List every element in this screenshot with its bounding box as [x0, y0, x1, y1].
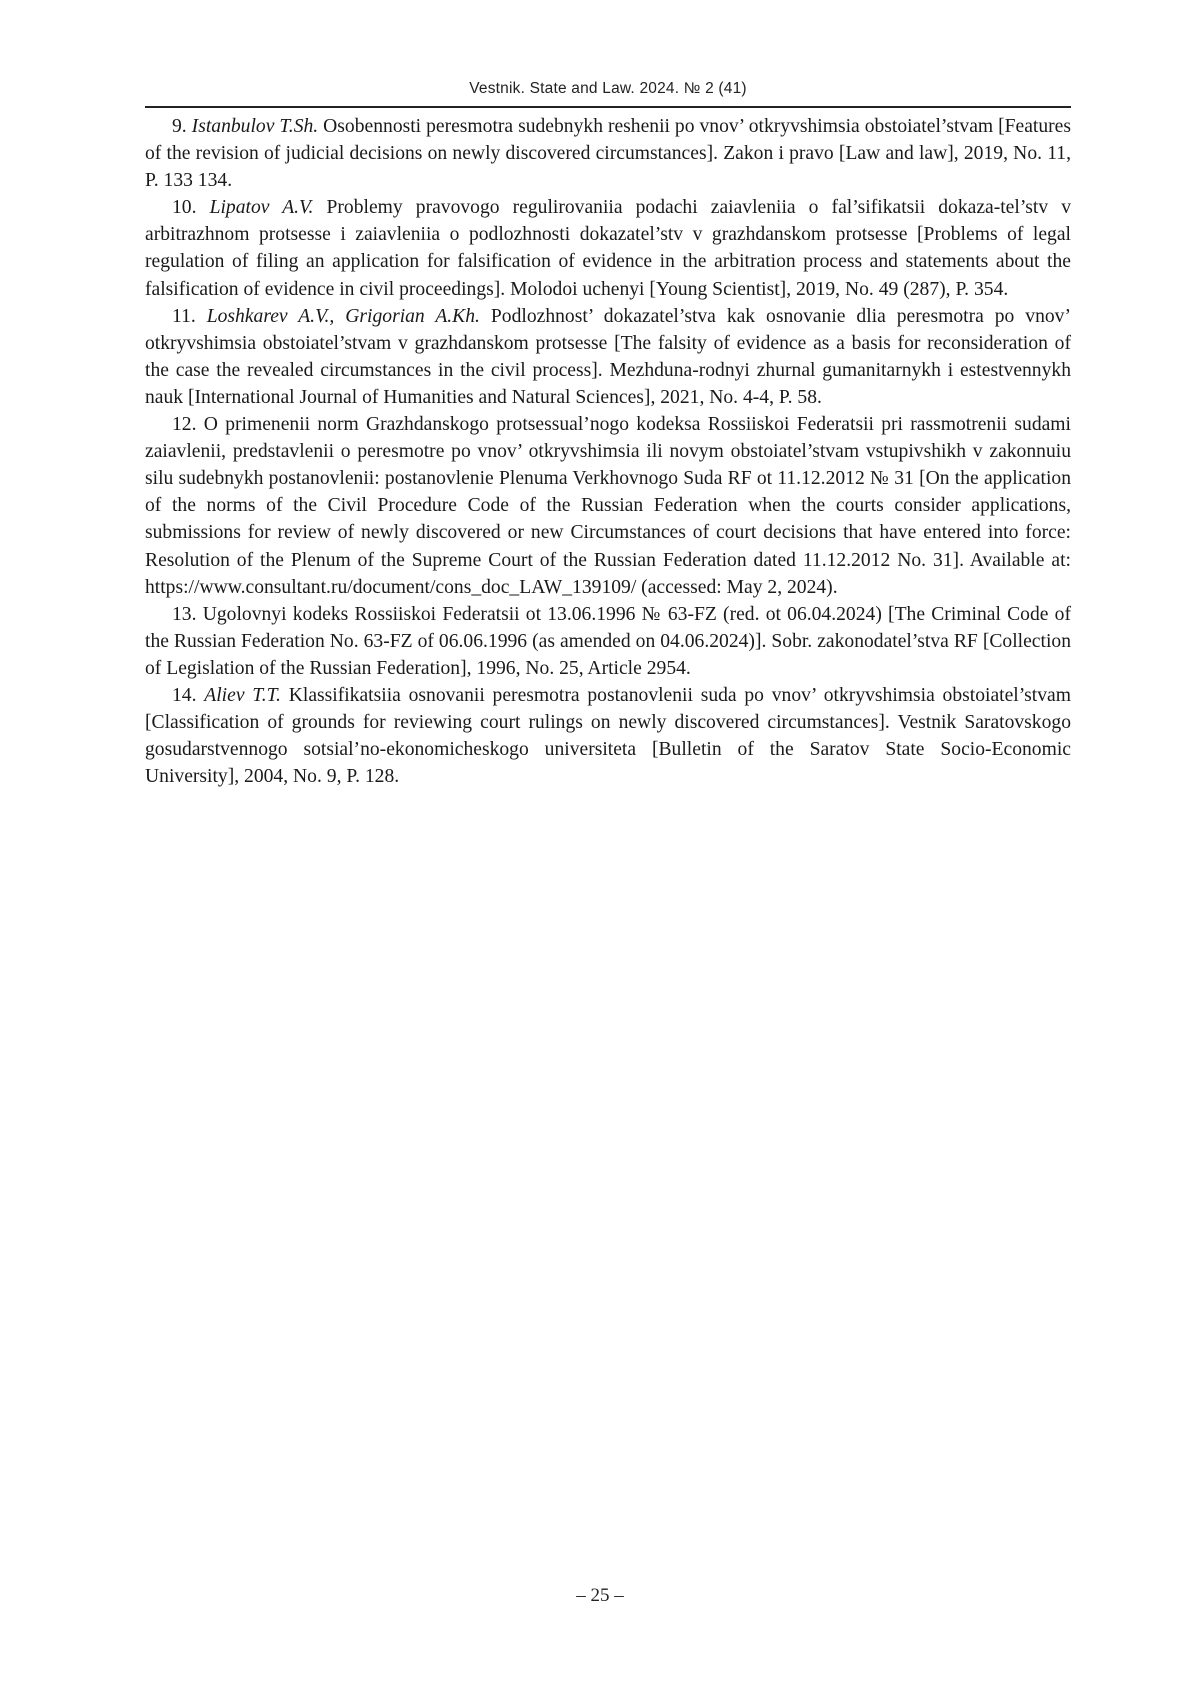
reference-text: Podlozhnost’ dokazatel’stva kak osnovanie dlia peresmotra po vnov’ otkryvshimsia obstoiatel’stvam v grazhdanskom protsesse [The falsity of evidence as a basis for reconsideration of the case the revealed circumstances in the civil process]. Mezhduna-rodnyi zhurnal gumanitarnykh i estestvennykh nauk [International Journal of Humanities and Natural Sciences], 2021, No. 4-4, P. 58.	[145, 306, 1071, 408]
reference-number: 12.	[172, 414, 197, 435]
reference-number: 14.	[172, 685, 197, 706]
reference-authors: Loshkarev A.V., Grigorian A.Kh.	[207, 306, 480, 327]
reference-text: Osobennosti peresmotra sudebnykh reshenii po vnov’ otkryvshimsia obstoiatel’stvam [Features of the revision of judicial decisions on newly discovered circumstances]. Zakon i pravo [Law and law], 2019, No. 11, P. 133 134.	[145, 116, 1071, 191]
reference-list	[145, 113, 1071, 790]
reference-item-10	[145, 194, 1071, 302]
header-rule	[145, 106, 1071, 108]
reference-number: 10.	[172, 197, 197, 218]
reference-text: O primenenii norm Grazhdanskogo protsessual’nogo kodeksa Rossiiskoi Federatsii pri rassmotrenii sudami zaiavlenii, predstavlenii o peresmotre po vnov’ otkryvshimsia ili novym obstoiatel’stvam vstupivshikh v zakonnuiu silu sudebnykh postanovlenii: postanovlenie Plenuma Verkhovnogo Suda RF ot 11.12.2012 № 31 [On the application of the norms of the Civil Procedure Code of the Russian Federation when the courts consider applications, submissions for review of newly discovered or new Circumstances of court decisions that have entered into force: Resolution of the Plenum of the Supreme Court of the Russian Federation dated 11.12.2012 No. 31]. Available at: https://www.consultant.ru/document/cons_doc_LAW_139109/ (accessed: May 2, 2024).	[145, 414, 1071, 598]
reference-authors: Istanbulov T.Sh.	[192, 116, 319, 137]
reference-authors: Aliev T.T.	[204, 685, 281, 706]
page-number: – 25 –	[0, 1585, 1200, 1607]
reference-authors: Lipatov A.V.	[210, 197, 314, 218]
reference-item-13	[145, 601, 1071, 682]
reference-text: Ugolovnyi kodeks Rossiiskoi Federatsii ot 13.06.1996 № 63-FZ (red. ot 06.04.2024) [The Criminal Code of the Russian Federation No. 63-FZ of 06.06.1996 (as amended on 04.06.2024)]. Sobr. zakonodatel’stva RF [Collection of Legislation of the Russian Federation], 1996, No. 25, Article 2954.	[145, 604, 1071, 679]
reference-text: Problemy pravovogo regulirovaniia podachi zaiavleniia o fal’sifikatsii dokaza-tel’stv v arbitrazhnom protsesse i zaiavleniia o podlozhnosti dokazatel’stv v grazhdanskom protsesse [Problems of legal regulation of filing an application for falsification of evidence in the arbitration process and statements about the falsification of evidence in civil proceedings]. Molodoi uchenyi [Young Scientist], 2019, No. 49 (287), P. 354.	[145, 197, 1071, 299]
reference-number: 9.	[172, 116, 187, 137]
reference-number: 13.	[172, 604, 197, 625]
running-title: Vestnik. State and Law. 2024. № 2 (41)	[145, 80, 1071, 98]
reference-number: 11.	[172, 306, 196, 327]
reference-text: Klassifikatsiia osnovanii peresmotra postanovlenii suda po vnov’ otkryvshimsia obstoiatel’stvam [Classification of grounds for reviewing court rulings on newly discovered circumstances]. Vestnik Saratovskogo gosudarstvennogo sotsial’no-ekonomicheskogo universiteta [Bulletin of the Saratov State Socio-Economic University], 2004, No. 9, P. 128.	[145, 685, 1071, 787]
reference-item-12	[145, 411, 1071, 601]
reference-item-11	[145, 303, 1071, 411]
reference-item-14	[145, 682, 1071, 790]
reference-item-9	[145, 113, 1071, 194]
